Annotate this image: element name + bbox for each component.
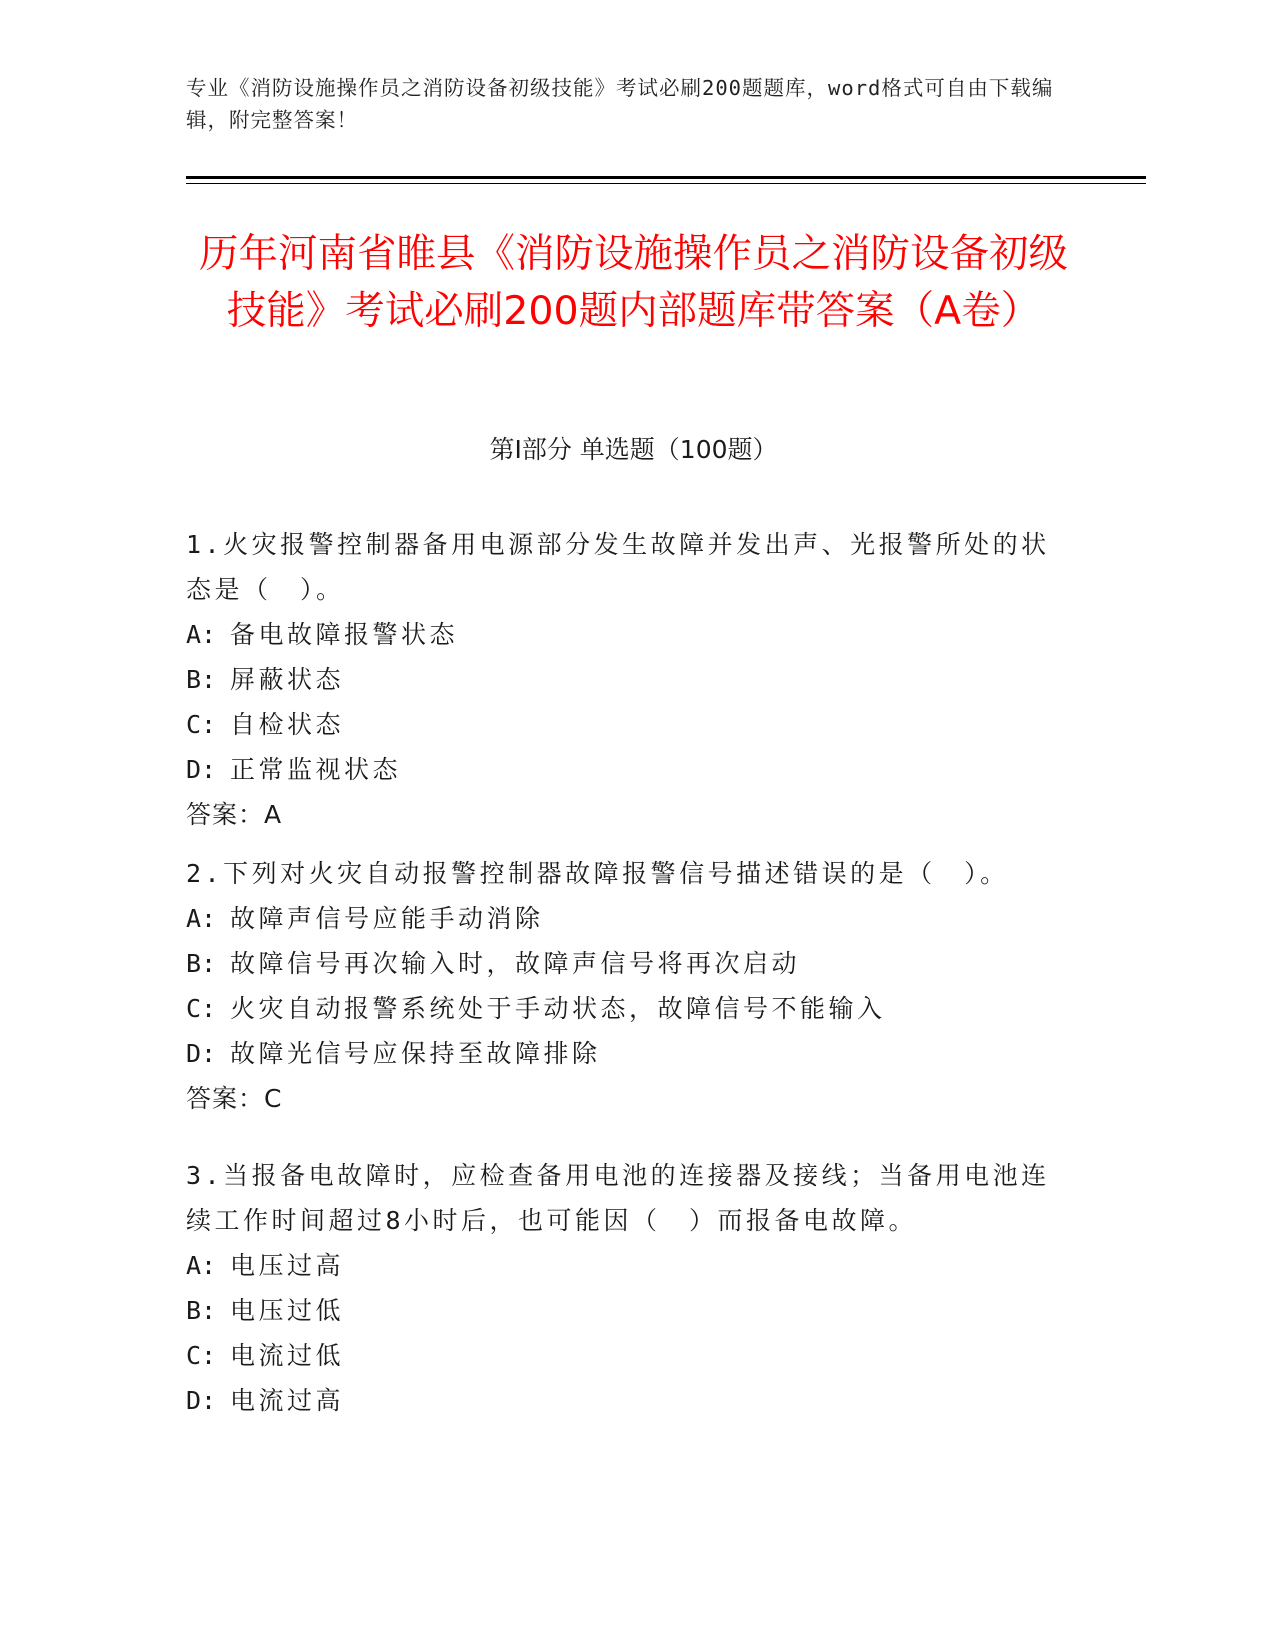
option-text: 故障声信号应能手动消除 <box>230 904 544 933</box>
option-text: 火灾自动报警系统处于手动状态，故障信号不能输入 <box>230 994 886 1023</box>
option-c <box>186 986 1066 1031</box>
answer-line <box>186 792 1066 837</box>
answer-label: 答案： <box>186 1084 265 1113</box>
option-text: 电流过低 <box>230 1341 345 1370</box>
question-1 <box>186 522 1066 837</box>
answer-label: 答案： <box>186 800 265 829</box>
header-rule-thick <box>186 176 1146 179</box>
section-heading: 第Ⅰ部分 单选题（100题） <box>489 435 778 464</box>
option-text: 电压过高 <box>230 1251 345 1280</box>
question-3 <box>186 1153 1066 1423</box>
header-rule-thin <box>186 183 1146 184</box>
document-title: 历年河南省睢县《消防设施操作员之消防设备初级技能》考试必刷200题内部题库带答案（A卷） <box>199 231 1068 334</box>
option-text: 屏蔽状态 <box>230 665 345 694</box>
option-b <box>186 941 1066 986</box>
question-2 <box>186 851 1066 1121</box>
option-d <box>186 747 1066 792</box>
answer-value: C <box>264 1084 283 1113</box>
option-key: A: <box>186 620 217 649</box>
header-note: 专业《消防设施操作员之消防设备初级技能》考试必刷200题题库，word格式可自由下载编辑，附完整答案！ <box>186 76 1054 132</box>
answer-line <box>186 1076 1066 1121</box>
answer-value: A <box>264 800 283 829</box>
question-text: 3.当报备电故障时，应检查备用电池的连接器及接线；当备用电池连续工作时间超过8小时后，也可能因（ ）而报备电故障。 <box>186 1161 1050 1235</box>
option-key: B: <box>186 1296 217 1325</box>
option-text: 电压过低 <box>230 1296 345 1325</box>
option-d <box>186 1031 1066 1076</box>
option-b <box>186 1288 1066 1333</box>
option-a <box>186 1243 1066 1288</box>
option-key: C: <box>186 1341 217 1370</box>
option-a <box>186 612 1066 657</box>
option-key: A: <box>186 904 217 933</box>
option-text: 备电故障报警状态 <box>230 620 459 649</box>
option-a <box>186 896 1066 941</box>
option-key: C: <box>186 994 217 1023</box>
option-key: D: <box>186 1039 217 1068</box>
option-key: B: <box>186 949 217 978</box>
option-b <box>186 657 1066 702</box>
option-key: A: <box>186 1251 217 1280</box>
option-key: D: <box>186 755 217 784</box>
option-key: C: <box>186 710 217 739</box>
question-text: 1.火灾报警控制器备用电源部分发生故障并发出声、光报警所处的状态是（ ）。 <box>186 530 1050 604</box>
question-text: 2.下列对火灾自动报警控制器故障报警信号描述错误的是（ ）。 <box>186 859 1009 888</box>
option-text: 电流过高 <box>230 1386 345 1415</box>
option-text: 故障信号再次输入时，故障声信号将再次启动 <box>230 949 801 978</box>
option-text: 自检状态 <box>230 710 345 739</box>
option-key: D: <box>186 1386 217 1415</box>
option-key: B: <box>186 665 217 694</box>
option-c <box>186 1333 1066 1378</box>
option-text: 正常监视状态 <box>230 755 402 784</box>
option-d <box>186 1378 1066 1423</box>
option-c <box>186 702 1066 747</box>
option-text: 故障光信号应保持至故障排除 <box>230 1039 601 1068</box>
